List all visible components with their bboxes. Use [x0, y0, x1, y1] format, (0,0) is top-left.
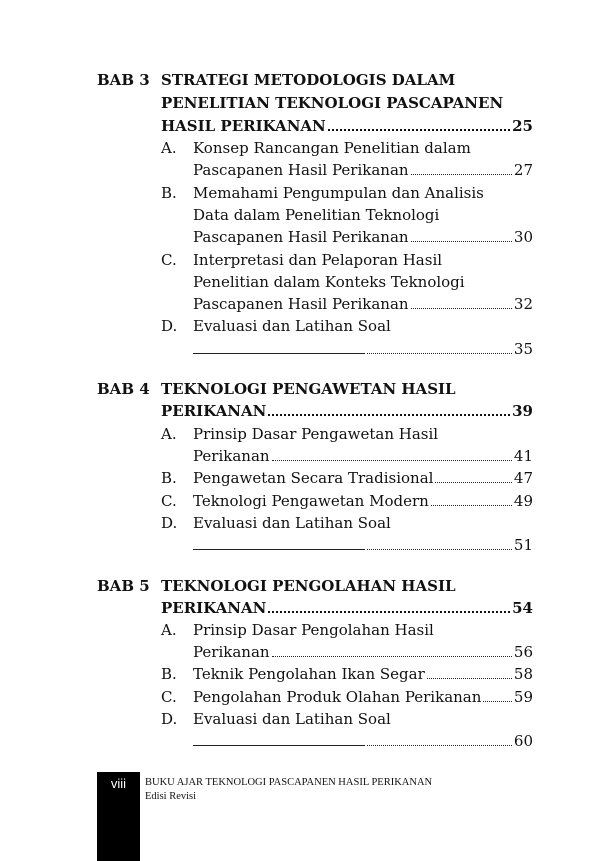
item-entry[interactable] [193, 730, 533, 752]
chapter-title-entry[interactable] [161, 400, 533, 422]
item-title-line: Konsep Rancangan Penelitian dalam [193, 139, 471, 157]
item-entry[interactable] [193, 467, 533, 489]
item-title-line: Teknologi Pengawetan Modern [193, 492, 429, 510]
item-title-line: Evaluasi dan Latihan Soal [193, 710, 391, 728]
dot-leader [411, 241, 512, 242]
chapter-page-number: 25 [512, 117, 533, 135]
chapter-label: BAB 4 [97, 380, 150, 398]
blank-underline [193, 549, 365, 550]
item-letter: A. [161, 621, 177, 639]
item-title-line: Prinsip Dasar Pengolahan Hasil [193, 621, 434, 639]
footer-page-number: viii [110, 776, 127, 791]
chapter-title-entry[interactable] [161, 115, 533, 137]
item-page-number: 59 [513, 688, 533, 706]
item-title-line: Perikanan [193, 643, 270, 661]
item-entry[interactable] [193, 490, 533, 512]
dot-leader [483, 701, 512, 702]
chapter-label: BAB 5 [97, 577, 150, 595]
dot-leader [272, 656, 512, 657]
chapter-title-line: TEKNOLOGI PENGOLAHAN HASIL [161, 577, 456, 595]
footer-running-title [145, 776, 432, 804]
chapter-title-entry[interactable] [161, 597, 533, 619]
dot-leader [272, 460, 512, 461]
item-title-line: Perikanan [193, 447, 270, 465]
item-letter: C. [161, 251, 177, 269]
chapter-title-line: TEKNOLOGI PENGAWETAN HASIL [161, 380, 456, 398]
item-title-line: Pengolahan Produk Olahan Perikanan [193, 688, 482, 706]
chapter-label: BAB 3 [97, 71, 150, 89]
item-page-number: 47 [513, 469, 533, 487]
item-letter: D. [161, 710, 178, 728]
blank-underline [193, 353, 365, 354]
dot-leader [268, 611, 510, 613]
item-title-line: Pascapanen Hasil Perikanan [193, 295, 409, 313]
footer-book-title: BUKU AJAR TEKNOLOGI PASCAPANEN HASIL PERIKANAN [145, 777, 433, 788]
item-letter: A. [161, 139, 177, 157]
item-letter: B. [161, 469, 177, 487]
item-letter: C. [161, 492, 177, 510]
dot-leader [411, 308, 512, 309]
item-page-number: 56 [513, 643, 533, 661]
item-title-line: Pascapanen Hasil Perikanan [193, 161, 409, 179]
item-page-number: 49 [513, 492, 533, 510]
item-entry[interactable] [193, 663, 533, 685]
dot-leader [268, 414, 510, 416]
item-letter: B. [161, 184, 177, 202]
item-title-line: Evaluasi dan Latihan Soal [193, 317, 391, 335]
item-entry[interactable] [193, 338, 533, 360]
item-title-line: Data dalam Penelitian Teknologi [193, 206, 440, 224]
chapter-title-line: PENELITIAN TEKNOLOGI PASCAPANEN [161, 94, 504, 112]
chapter-page-number: 39 [512, 402, 533, 420]
dot-leader [328, 129, 510, 131]
item-title-line: Penelitian dalam Konteks Teknologi [193, 273, 465, 291]
item-entry[interactable] [193, 534, 533, 556]
dot-leader [367, 549, 512, 550]
chapter-title-line: PERIKANAN [161, 402, 267, 420]
item-letter: D. [161, 514, 178, 532]
footer-edition: Edisi Revisi [145, 791, 197, 802]
chapter-page-number: 54 [512, 599, 533, 617]
item-entry[interactable] [193, 293, 533, 315]
item-entry[interactable] [193, 445, 533, 467]
item-page-number: 41 [513, 447, 533, 465]
chapter-title-line: PERIKANAN [161, 599, 267, 617]
dot-leader [367, 353, 512, 354]
item-title-line: Teknik Pengolahan Ikan Segar [193, 665, 425, 683]
item-entry[interactable] [193, 686, 533, 708]
item-page-number: 30 [513, 228, 533, 246]
item-letter: C. [161, 688, 177, 706]
item-entry[interactable] [193, 159, 533, 181]
dot-leader [411, 174, 512, 175]
chapter-title-line: HASIL PERIKANAN [161, 117, 326, 135]
item-page-number: 32 [513, 295, 533, 313]
blank-underline [193, 745, 365, 746]
dot-leader [431, 505, 512, 506]
item-page-number: 27 [513, 161, 533, 179]
item-title-line: Pengawetan Secara Tradisional [193, 469, 434, 487]
item-page-number: 51 [513, 536, 533, 554]
item-title-line: Evaluasi dan Latihan Soal [193, 514, 391, 532]
item-title-line: Prinsip Dasar Pengawetan Hasil [193, 425, 439, 443]
item-title-line: Interpretasi dan Pelaporan Hasil [193, 251, 443, 269]
item-letter: A. [161, 425, 177, 443]
item-entry[interactable] [193, 641, 533, 663]
dot-leader [427, 678, 512, 679]
item-entry[interactable] [193, 226, 533, 248]
item-page-number: 58 [513, 665, 533, 683]
item-title-line: Pascapanen Hasil Perikanan [193, 228, 409, 246]
item-title-line: Memahami Pengumpulan dan Analisis [193, 184, 484, 202]
item-letter: D. [161, 317, 178, 335]
dot-leader [435, 482, 511, 483]
dot-leader [367, 745, 512, 746]
item-page-number: 35 [513, 340, 533, 358]
chapter-title-line: STRATEGI METODOLOGIS DALAM [161, 71, 456, 89]
item-letter: B. [161, 665, 177, 683]
item-page-number: 60 [513, 732, 533, 750]
